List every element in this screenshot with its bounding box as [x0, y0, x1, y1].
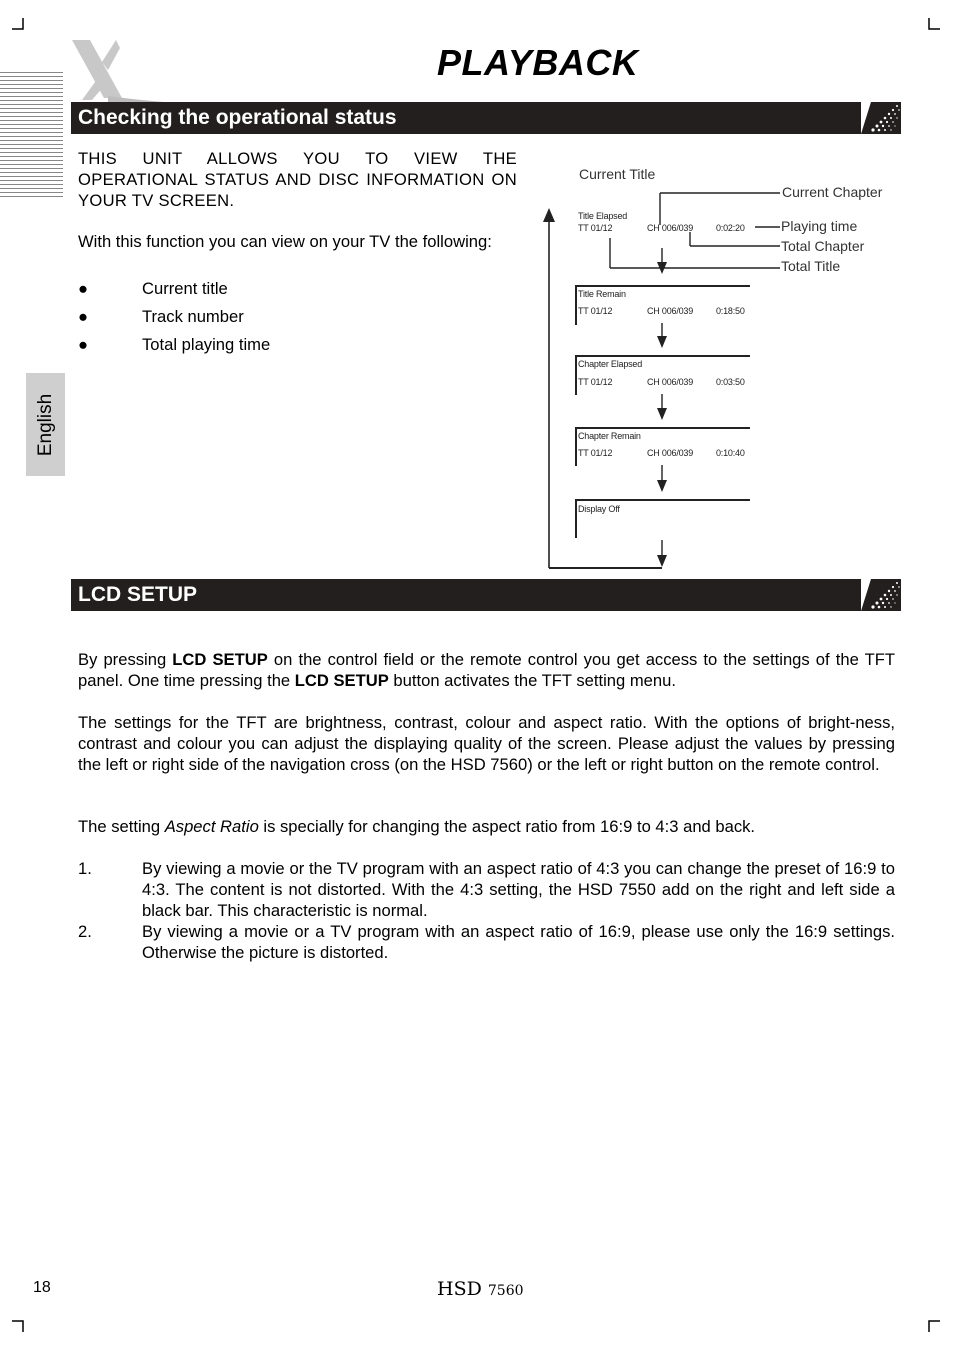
halftone-dots-decoration — [861, 579, 901, 611]
section-title: LCD SETUP — [78, 583, 198, 606]
screen-label: Title Elapsed — [578, 211, 628, 221]
callout-total-title: Total Title — [781, 258, 841, 274]
screen-chapter-count: CH 006/039 — [647, 377, 694, 387]
screen-time: 0:02:20 — [716, 223, 745, 233]
screen-chapter-count: CH 006/039 — [647, 223, 694, 233]
language-tab-label: English — [34, 393, 56, 456]
halftone-dots-decoration — [861, 102, 901, 134]
section-title: Checking the operational status — [78, 106, 397, 129]
language-tab — [26, 373, 65, 476]
screen-chapter-count: CH 006/039 — [647, 306, 694, 316]
intro-paragraph: THIS UNIT ALLOWS YOU TO VIEW THE OPERATIONAL STATUS AND DISC INFORMATION ON YOUR TV SCREEN. — [78, 149, 517, 210]
margin-stripes — [0, 72, 63, 202]
lcd-setup-paragraph-2: The settings for the TFT are brightness, contrast, colour and aspect ratio. With the options of bright-ness, contrast and colour you can adjust the displaying quality of the screen. Please adjust the values by pressing the left or right side of the navigation cross (on the HSD 7560) or the left or right button on the remote control. — [78, 713, 895, 774]
numbered-item: 2. By viewing a movie or a TV program with an aspect ratio of 16:9, please use only the 16:9 settings. Otherwise the picture is distorted. — [78, 922, 895, 962]
callout-current-chapter: Current Chapter — [782, 184, 883, 200]
screen-label: Chapter Remain — [578, 431, 641, 441]
screen-title-count: TT 01/12 — [578, 448, 613, 458]
bullet-item: ● Track number — [78, 303, 478, 331]
page-title: PLAYBACK — [437, 42, 639, 83]
callout-total-chapter: Total Chapter — [781, 238, 865, 254]
crop-mark-bottom-right — [928, 1320, 940, 1332]
screen-title-count: TT 01/12 — [578, 377, 613, 387]
section-bar-lcd-setup — [71, 579, 901, 611]
bullet-dot: ● — [78, 335, 89, 354]
screen-label: Title Remain — [578, 289, 626, 299]
bullet-item: ● Total playing time — [78, 331, 478, 359]
screen-chapter-count: CH 006/039 — [647, 448, 694, 458]
screen-label: Display Off — [578, 504, 620, 514]
bullet-item: ● Current title — [78, 275, 478, 303]
bullet-dot: ● — [78, 307, 89, 326]
lead-paragraph: With this function you can view on your TV the following: — [78, 232, 492, 251]
screen-time: 0:03:50 — [716, 377, 745, 387]
screen-label: Chapter Elapsed — [578, 359, 643, 369]
crop-mark-bottom-left — [12, 1320, 24, 1332]
crop-mark-top-left — [12, 18, 24, 30]
bullet-dot: ● — [78, 279, 89, 298]
page-number: 18 — [33, 1279, 51, 1296]
crop-mark-top-right — [928, 18, 940, 30]
footer-model-name: HSD 7560 — [437, 1278, 524, 1300]
lcd-setup-paragraph-1: By pressing LCD SETUP on the control field or the remote control you get access to the settings of the TFT panel. One time pressing the LCD SETUP button activates the TFT setting menu. — [78, 650, 896, 690]
numbered-item: 1. By viewing a movie or the TV program with an aspect ratio of 4:3 you can change the preset of 16:9 to 4:3. The content is not distorted. With the 4:3 setting, the HSD 7550 add on the right and left side a black bar. This characteristic is normal. — [78, 859, 895, 920]
brand-x-logo — [68, 38, 168, 104]
screen-title-count: TT 01/12 — [578, 223, 613, 233]
callout-playing-time: Playing time — [781, 218, 858, 234]
screen-time: 0:10:40 — [716, 448, 745, 458]
screen-title-count: TT 01/12 — [578, 306, 613, 316]
lcd-setup-paragraph-3: The setting Aspect Ratio is specially for changing the aspect ratio from 16:9 to 4:3 and back. — [78, 817, 756, 836]
section-bar-operational-status — [71, 102, 901, 134]
callout-current-title: Current Title — [579, 166, 656, 182]
screen-time: 0:18:50 — [716, 306, 745, 316]
